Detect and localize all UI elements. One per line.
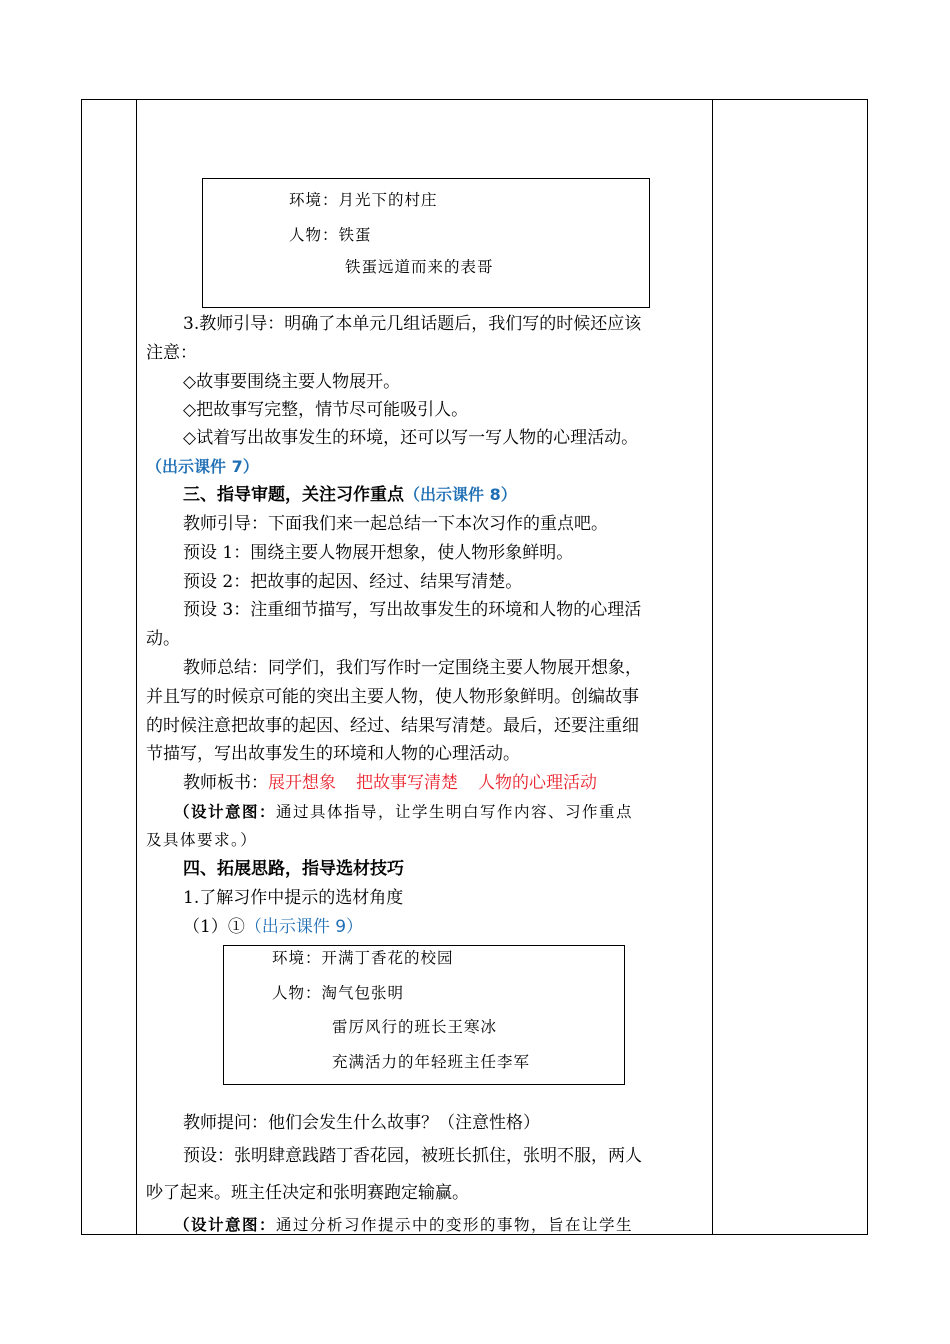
summary-line-1: 教师总结：同学们，我们写作时一定围绕主要人物展开想象，: [183, 658, 642, 678]
column-divider-left: [136, 99, 137, 1235]
bullet-3: ◇试着写出故事发生的环境，还可以写一写人物的心理活动。: [183, 428, 639, 448]
scene-box-2: [223, 945, 625, 1085]
board-item-2: 把故事写清楚: [356, 773, 458, 793]
design-intent-1-line1: [174, 802, 633, 822]
box1-character-2: 铁蛋远道而来的表哥: [345, 258, 494, 276]
design-intent-2: [174, 1215, 633, 1235]
section3-title: 三、指导审题，关注习作重点: [183, 485, 404, 505]
courseware-9-tag: （出示课件 9）: [244, 917, 364, 937]
teacher-question: 教师提问：他们会发生什么故事？（注意性格）: [183, 1113, 540, 1133]
bullet-2: ◇把故事写完整，情节尽可能吸引人。: [183, 400, 469, 420]
summary-line-2: 并且写的时候京可能的突出主要人物，使人物形象鲜明。创编故事: [146, 687, 639, 707]
preset-story-line2: 吵了起来。班主任决定和张明赛跑定输赢。: [146, 1183, 469, 1203]
board-item-1: 展开想象: [268, 773, 336, 793]
preset-story-line1: 预设：张明肆意践踏丁香花园，被班长抓住，张明不服，两人: [183, 1146, 642, 1166]
box2-characters: 人物：淘气包张明: [272, 984, 405, 1002]
section3-heading: [183, 485, 517, 505]
design-intent-2-label: （设计意图：: [174, 1215, 277, 1234]
box2-environment: 环境：开满丁香花的校园: [272, 949, 454, 967]
item-1: 1.了解习作中提示的选材角度: [183, 888, 404, 908]
board-notes: [183, 773, 597, 793]
design-intent-1-line2: 及具体要求。）: [146, 831, 258, 849]
guide3-line2: 注意：: [146, 343, 197, 363]
courseware-7-tag: （出示课件 7）: [146, 457, 259, 476]
design-intent-1-label: （设计意图：: [174, 802, 277, 821]
preset-2: 预设 2：把故事的起因、经过、结果写清楚。: [183, 572, 523, 592]
preset-3-tail: 动。: [146, 629, 180, 649]
box1-characters: 人物：铁蛋: [289, 226, 372, 244]
design-intent-2-text: 通过分析习作提示中的变形的事物，旨在让学生: [276, 1216, 634, 1234]
item-1-sub: [183, 917, 363, 937]
section4-title: 四、拓展思路，指导选材技巧: [183, 859, 404, 879]
teacher-guide: 教师引导：下面我们来一起总结一下本次习作的重点吧。: [183, 514, 608, 534]
summary-line-3: 的时候注意把故事的起因、经过、结果写清楚。最后，还要注重细: [146, 716, 639, 736]
summary-line-4: 节描写，写出故事发生的环境和人物的心理活动。: [146, 744, 520, 764]
preset-3: 预设 3：注重细节描写，写出故事发生的环境和人物的心理活: [183, 600, 642, 620]
box1-environment: 环境：月光下的村庄: [289, 191, 438, 209]
courseware-8-tag: （出示课件 8）: [404, 485, 517, 504]
design-intent-1-text: 通过具体指导，让学生明白写作内容、习作重点: [276, 803, 634, 821]
board-item-3: 人物的心理活动: [478, 773, 597, 793]
item-1-sub-label: （1）①: [183, 917, 245, 937]
box2-character-3: 充满活力的年轻班主任李军: [332, 1053, 531, 1071]
box2-character-2: 雷厉风行的班长王寒冰: [332, 1018, 498, 1036]
bullet-1: ◇故事要围绕主要人物展开。: [183, 372, 401, 392]
board-label: 教师板书：: [183, 773, 268, 793]
guide3-line1: 3.教师引导：明确了本单元几组话题后，我们写的时候还应该: [183, 314, 642, 334]
preset-1: 预设 1：围绕主要人物展开想象，使人物形象鲜明。: [183, 543, 574, 563]
scene-box-1: [202, 178, 650, 308]
column-divider-right: [712, 99, 713, 1235]
